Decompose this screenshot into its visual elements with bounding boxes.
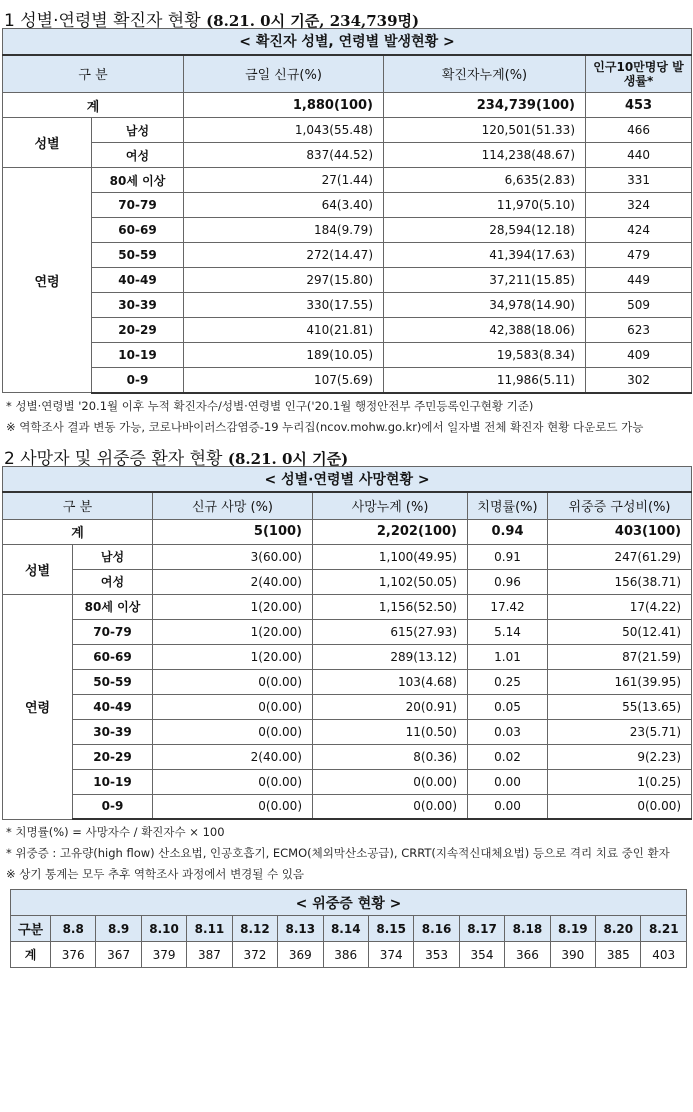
table-row	[3, 243, 692, 268]
table-row	[3, 293, 692, 318]
data-cell: 615(27.93)	[313, 619, 468, 644]
date-header: 8.17	[459, 916, 504, 942]
data-cell: 3(60.00)	[153, 544, 313, 569]
data-cell: 424	[586, 218, 692, 243]
data-cell: 189(10.05)	[184, 343, 384, 368]
data-cell: 34,978(14.90)	[384, 293, 586, 318]
table-row	[11, 890, 687, 916]
date-header: 8.15	[368, 916, 413, 942]
column-header: 확진자누계(%)	[384, 55, 586, 93]
row-label: 남성	[92, 118, 184, 143]
column-header: 인구10만명당 발생률*	[586, 55, 692, 93]
data-cell: 11(0.50)	[313, 719, 468, 744]
table-row	[3, 368, 692, 393]
section2-title	[0, 438, 693, 469]
table-row	[3, 769, 692, 794]
table-row	[3, 694, 692, 719]
data-cell: 1,043(55.48)	[184, 118, 384, 143]
data-cell: 17.42	[468, 594, 548, 619]
date-header: 8.19	[550, 916, 595, 942]
critical-count: 376	[51, 942, 96, 968]
data-cell: 0(0.00)	[153, 794, 313, 819]
row-label: 80세 이상	[92, 168, 184, 193]
data-cell: 27(1.44)	[184, 168, 384, 193]
data-cell: 1,156(52.50)	[313, 594, 468, 619]
row-label: 70-79	[73, 619, 153, 644]
critical-count: 403	[641, 942, 687, 968]
total-value: 453	[586, 93, 692, 118]
total-value: 5(100)	[153, 519, 313, 544]
data-cell: 0.96	[468, 569, 548, 594]
data-cell: 0.91	[468, 544, 548, 569]
date-header: 8.18	[505, 916, 550, 942]
total-label: 계	[3, 93, 184, 118]
row-label: 10-19	[92, 343, 184, 368]
data-cell: 247(61.29)	[548, 544, 692, 569]
data-cell: 837(44.52)	[184, 143, 384, 168]
date-header: 8.14	[323, 916, 368, 942]
data-cell: 466	[586, 118, 692, 143]
table-row	[3, 569, 692, 594]
table-caption: < 위중증 현황 >	[11, 890, 687, 916]
data-cell: 302	[586, 368, 692, 393]
footnote: ※ 역학조사 결과 변동 가능, 코로나바이러스감염증-19 누리집(ncov.mohw.go.kr)에서 일자별 전체 확진자 현황 다운로드 가능	[6, 419, 644, 434]
deaths-table	[2, 466, 692, 821]
table-row	[3, 594, 692, 619]
table-row	[3, 93, 692, 118]
table-row	[3, 794, 692, 819]
data-cell: 0.02	[468, 744, 548, 769]
header-category: 구 분	[3, 492, 153, 519]
data-cell: 6,635(2.83)	[384, 168, 586, 193]
data-cell: 0(0.00)	[153, 719, 313, 744]
table-row	[3, 29, 692, 55]
section1-notes	[0, 394, 693, 438]
data-cell: 55(13.65)	[548, 694, 692, 719]
data-cell: 0(0.00)	[153, 694, 313, 719]
date-header: 8.9	[96, 916, 141, 942]
data-cell: 0(0.00)	[153, 669, 313, 694]
data-cell: 623	[586, 318, 692, 343]
data-cell: 289(13.12)	[313, 644, 468, 669]
critical-trend-table	[10, 889, 687, 968]
table-row	[3, 519, 692, 544]
total-value: 1,880(100)	[184, 93, 384, 118]
table-caption: < 성별·연령별 사망현황 >	[3, 466, 692, 492]
data-cell: 410(21.81)	[184, 318, 384, 343]
table-row	[3, 544, 692, 569]
data-cell: 297(15.80)	[184, 268, 384, 293]
section2-title-main: 2 사망자 및 위중증 환자 현황	[4, 448, 223, 469]
data-cell: 8(0.36)	[313, 744, 468, 769]
data-cell: 331	[586, 168, 692, 193]
table-row	[3, 118, 692, 143]
date-header: 8.13	[278, 916, 323, 942]
data-cell: 1(20.00)	[153, 619, 313, 644]
critical-count: 369	[278, 942, 323, 968]
data-cell: 324	[586, 193, 692, 218]
row-label: 20-29	[73, 744, 153, 769]
total-value: 0.94	[468, 519, 548, 544]
column-header: 위중증 구성비(%)	[548, 492, 692, 519]
data-cell: 1,102(50.05)	[313, 569, 468, 594]
section2-title-sub: (8.21. 0시 기준)	[227, 449, 349, 468]
critical-count: 385	[596, 942, 641, 968]
table-row	[3, 55, 692, 93]
row-label: 70-79	[92, 193, 184, 218]
data-cell: 11,986(5.11)	[384, 368, 586, 393]
date-header: 8.8	[51, 916, 96, 942]
table-row	[3, 744, 692, 769]
table-row	[3, 193, 692, 218]
data-cell: 1(20.00)	[153, 594, 313, 619]
footnote: * 위중증 : 고유량(high flow) 산소요법, 인공호흡기, ECMO(체외막산소공급), CRRT(지속적신대체요법) 등으로 격리 치료 중인 환자	[6, 846, 670, 860]
data-cell: 5.14	[468, 619, 548, 644]
date-header: 8.10	[141, 916, 186, 942]
data-cell: 449	[586, 268, 692, 293]
date-header: 8.21	[641, 916, 687, 942]
column-header: 금일 신규(%)	[184, 55, 384, 93]
data-cell: 184(9.79)	[184, 218, 384, 243]
confirmed-cases-table	[2, 28, 692, 394]
critical-count: 372	[232, 942, 277, 968]
data-cell: 103(4.68)	[313, 669, 468, 694]
date-header: 8.20	[596, 916, 641, 942]
section1-title-main: 1 성별·연령별 확진자 현황	[4, 11, 201, 31]
column-header: 치명률(%)	[468, 492, 548, 519]
footnote: ※ 상기 통계는 모두 추후 역학조사 과정에서 변경될 수 있음	[6, 867, 305, 881]
column-header: 사망누계 (%)	[313, 492, 468, 519]
footnote: * 성별·연령별 '20.1월 이후 누적 확진자수/성별·연령별 인구('20.1월 행정안전부 주민등록인구현황 기준)	[6, 398, 534, 413]
row-label: 80세 이상	[73, 594, 153, 619]
row-label: 여성	[92, 143, 184, 168]
table-row	[3, 343, 692, 368]
data-cell: 509	[586, 293, 692, 318]
row-label: 20-29	[92, 318, 184, 343]
critical-count: 390	[550, 942, 595, 968]
data-cell: 50(12.41)	[548, 619, 692, 644]
column-header: 신규 사망 (%)	[153, 492, 313, 519]
date-header: 8.16	[414, 916, 459, 942]
data-cell: 1(0.25)	[548, 769, 692, 794]
total-value: 403(100)	[548, 519, 692, 544]
data-cell: 41,394(17.63)	[384, 243, 586, 268]
table-row	[3, 218, 692, 243]
row-label: 50-59	[92, 243, 184, 268]
row-label: 40-49	[92, 268, 184, 293]
date-header: 8.11	[187, 916, 232, 942]
data-cell: 11,970(5.10)	[384, 193, 586, 218]
table-caption: < 확진자 성별, 연령별 발생현황 >	[3, 29, 692, 55]
table-row	[11, 916, 687, 942]
group-label-age: 연령	[3, 594, 73, 819]
data-cell: 1(20.00)	[153, 644, 313, 669]
critical-count: 379	[141, 942, 186, 968]
row-label: 60-69	[73, 644, 153, 669]
row-label: 60-69	[92, 218, 184, 243]
data-cell: 156(38.71)	[548, 569, 692, 594]
critical-count: 366	[505, 942, 550, 968]
data-cell: 479	[586, 243, 692, 268]
data-cell: 23(5.71)	[548, 719, 692, 744]
table-row	[11, 942, 687, 968]
row-label: 계	[11, 942, 51, 968]
row-label: 남성	[73, 544, 153, 569]
data-cell: 0.00	[468, 769, 548, 794]
table-row	[3, 466, 692, 492]
total-label: 계	[3, 519, 153, 544]
critical-count: 367	[96, 942, 141, 968]
data-cell: 87(21.59)	[548, 644, 692, 669]
data-cell: 42,388(18.06)	[384, 318, 586, 343]
date-header: 8.12	[232, 916, 277, 942]
row-label: 10-19	[73, 769, 153, 794]
data-cell: 0(0.00)	[313, 794, 468, 819]
data-cell: 19,583(8.34)	[384, 343, 586, 368]
critical-count: 353	[414, 942, 459, 968]
data-cell: 0.05	[468, 694, 548, 719]
data-cell: 28,594(12.18)	[384, 218, 586, 243]
data-cell: 120,501(51.33)	[384, 118, 586, 143]
table-row	[3, 268, 692, 293]
table-row	[3, 318, 692, 343]
data-cell: 409	[586, 343, 692, 368]
row-label: 40-49	[73, 694, 153, 719]
data-cell: 1.01	[468, 644, 548, 669]
data-cell: 330(17.55)	[184, 293, 384, 318]
data-cell: 2(40.00)	[153, 744, 313, 769]
group-label-age: 연령	[3, 168, 92, 393]
table-row	[3, 644, 692, 669]
section2-notes	[0, 820, 693, 885]
data-cell: 9(2.23)	[548, 744, 692, 769]
row-label: 여성	[73, 569, 153, 594]
header-category: 구분	[11, 916, 51, 942]
table-row	[3, 492, 692, 519]
table-row	[3, 719, 692, 744]
data-cell: 20(0.91)	[313, 694, 468, 719]
row-label: 30-39	[92, 293, 184, 318]
table-row	[3, 168, 692, 193]
footnote: * 치명률(%) = 사망자수 / 확진자수 × 100	[6, 825, 225, 839]
row-label: 30-39	[73, 719, 153, 744]
data-cell: 0.03	[468, 719, 548, 744]
data-cell: 0.00	[468, 794, 548, 819]
row-label: 0-9	[73, 794, 153, 819]
data-cell: 1,100(49.95)	[313, 544, 468, 569]
group-label-sex: 성별	[3, 544, 73, 594]
total-value: 234,739(100)	[384, 93, 586, 118]
data-cell: 107(5.69)	[184, 368, 384, 393]
table-row	[3, 143, 692, 168]
table-row	[3, 619, 692, 644]
critical-count: 354	[459, 942, 504, 968]
data-cell: 440	[586, 143, 692, 168]
row-label: 50-59	[73, 669, 153, 694]
data-cell: 37,211(15.85)	[384, 268, 586, 293]
section1-title	[0, 0, 693, 31]
group-label-sex: 성별	[3, 118, 92, 168]
critical-count: 387	[187, 942, 232, 968]
critical-count: 386	[323, 942, 368, 968]
row-label: 0-9	[92, 368, 184, 393]
data-cell: 0(0.00)	[548, 794, 692, 819]
critical-count: 374	[368, 942, 413, 968]
section1-title-sub: (8.21. 0시 기준, 234,739명)	[206, 12, 420, 30]
total-value: 2,202(100)	[313, 519, 468, 544]
table-row	[3, 669, 692, 694]
data-cell: 0(0.00)	[313, 769, 468, 794]
data-cell: 0(0.00)	[153, 769, 313, 794]
data-cell: 17(4.22)	[548, 594, 692, 619]
data-cell: 2(40.00)	[153, 569, 313, 594]
data-cell: 272(14.47)	[184, 243, 384, 268]
data-cell: 0.25	[468, 669, 548, 694]
data-cell: 161(39.95)	[548, 669, 692, 694]
data-cell: 114,238(48.67)	[384, 143, 586, 168]
data-cell: 64(3.40)	[184, 193, 384, 218]
header-category: 구 분	[3, 55, 184, 93]
